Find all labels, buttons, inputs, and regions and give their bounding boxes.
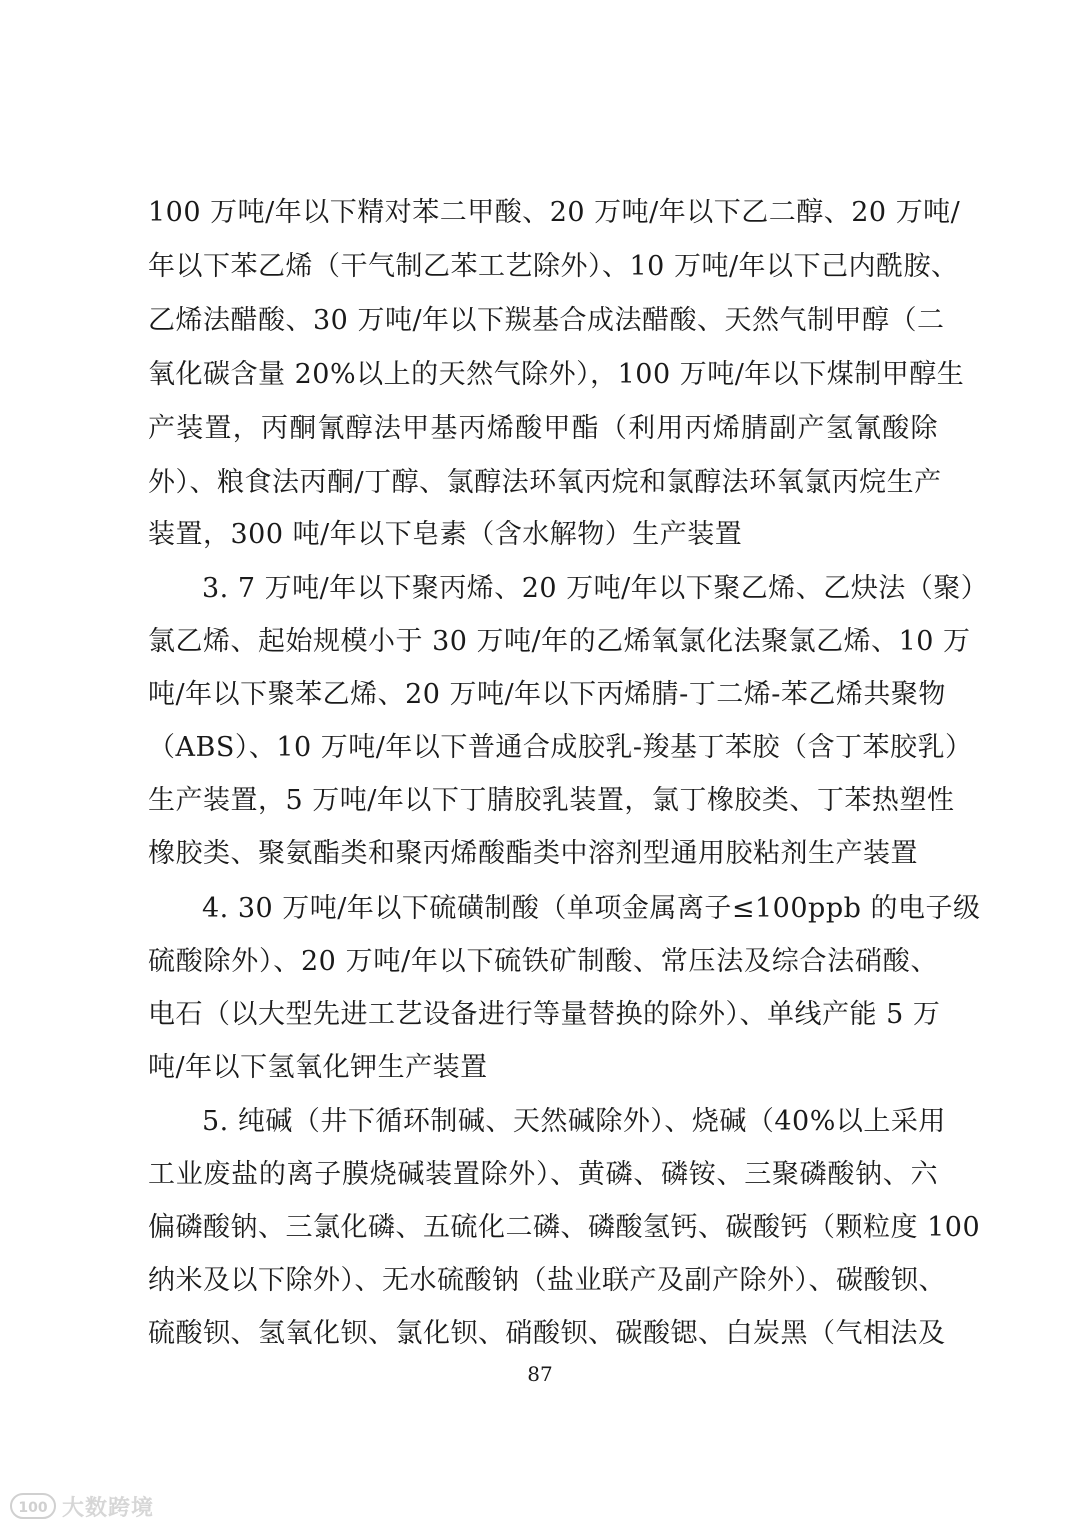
text-line-17: 吨/年以下氢氧化钾生产装置 [148,1052,488,1083]
text-line-6: 外）、粮食法丙酮/丁醇、氯醇法环氧丙烷和氯醇法环氧氯丙烷生产 [148,467,942,498]
watermark-logo-icon [10,1491,56,1521]
text-line-16: 电石（以大型先进工艺设备进行等量替换的除外）、单线产能 5 万 [148,999,941,1030]
text-line-11: （ABS）、10 万吨/年以下普通合成胶乳-羧基丁苯胶（含丁苯胶乳） [148,732,973,763]
text-line-13: 橡胶类、聚氨酯类和聚丙烯酸酯类中溶剂型通用胶粘剂生产装置 [148,838,918,869]
text-line-8: 3. 7 万吨/年以下聚丙烯、20 万吨/年以下聚乙烯、乙炔法（聚） [202,573,989,604]
text-line-14: 4. 30 万吨/年以下硫磺制酸（单项金属离子≤100ppb 的电子级 [202,893,981,924]
svg-text:100: 100 [18,1500,48,1516]
text-line-22: 硫酸钡、氢氧化钡、氯化钡、硝酸钡、碳酸锶、白炭黑（气相法及 [148,1318,946,1349]
text-line-1: 100 万吨/年以下精对苯二甲酸、20 万吨/年以下乙二醇、20 万吨/ [148,197,961,228]
text-line-5: 产装置，丙酮氰醇法甲基丙烯酸甲酯（利用丙烯腈副产氢氰酸除 [148,413,938,444]
text-line-15: 硫酸除外）、20 万吨/年以下硫铁矿制酸、常压法及综合法硝酸、 [148,946,938,977]
text-line-18: 5. 纯碱（井下循环制碱、天然碱除外）、烧碱（40%以上采用 [202,1106,946,1137]
text-line-3: 乙烯法醋酸、30 万吨/年以下羰基合成法醋酸、天然气制甲醇（二 [148,305,945,336]
watermark-text: 大数跨境 [62,1495,155,1521]
text-line-20: 偏磷酸钠、三氯化磷、五硫化二磷、磷酸氢钙、碳酸钙（颗粒度 100 [148,1212,981,1243]
text-line-12: 生产装置，5 万吨/年以下丁腈胶乳装置，氯丁橡胶类、丁苯热塑性 [148,785,955,816]
text-line-21: 纳米及以下除外）、无水硫酸钠（盐业联产及副产除外）、碳酸钡、 [148,1265,946,1296]
text-line-2: 年以下苯乙烯（干气制乙苯工艺除外）、10 万吨/年以下己内酰胺、 [148,251,959,282]
text-line-4: 氧化碳含量 20%以上的天然气除外），100 万吨/年以下煤制甲醇生 [148,359,965,390]
page-number: 87 [527,1362,553,1386]
text-line-7: 装置，300 吨/年以下皂素（含水解物）生产装置 [148,519,743,550]
text-line-10: 吨/年以下聚苯乙烯、20 万吨/年以下丙烯腈-丁二烯-苯乙烯共聚物 [148,679,946,710]
text-line-9: 氯乙烯、起始规模小于 30 万吨/年的乙烯氧氯化法聚氯乙烯、10 万 [148,626,971,657]
watermark [10,1490,154,1522]
text-line-19: 工业废盐的离子膜烧碱装置除外）、黄磷、磷铵、三聚磷酸钠、六 [148,1159,938,1190]
